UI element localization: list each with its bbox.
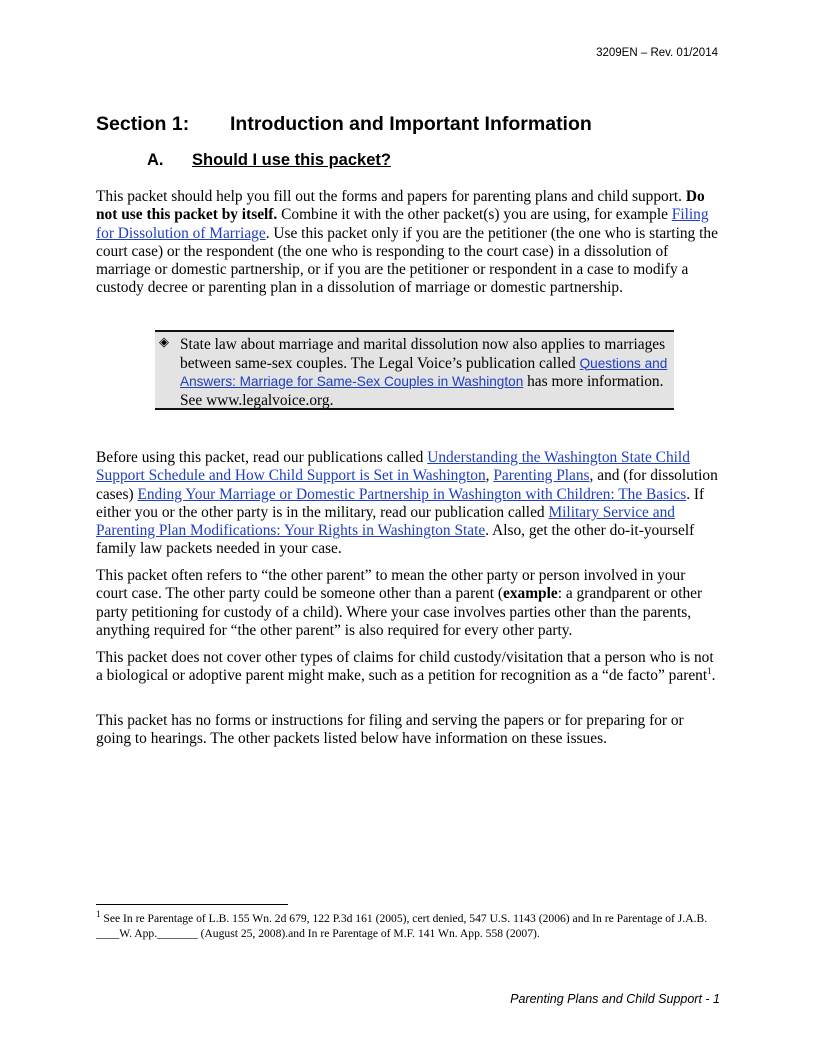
text-run: Before using this packet, read our publications called <box>96 449 428 466</box>
link-parenting-plans[interactable]: Parenting Plans <box>493 467 590 485</box>
subsection-title: Should I use this packet? <box>192 151 391 169</box>
text-run: This packet often refers to “the other parent” to mean the other party or person involved in your court case. The other party could be someone other than a parent ( <box>96 567 686 603</box>
paragraph-de-facto <box>96 649 718 686</box>
text-run: has more information. See www.legalvoice.org. <box>180 373 664 409</box>
text-run: This packet should help you fill out the forms and papers for parenting plans and child support. <box>96 188 686 205</box>
text-run: . If either you or the other party is in the military, read our publication called <box>96 485 705 521</box>
footnote-reference[interactable]: 1 <box>707 666 712 677</box>
text-run: , and (for dissolution cases) <box>96 467 718 503</box>
link-same-sex-marriage-qa[interactable]: Questions and Answers: Marriage for Same-Sex Couples in Washington <box>180 355 668 389</box>
text-run: State law about marriage and marital dissolution now also applies to marriages between same-sex couples. The Legal Voice’s publication called <box>180 336 666 372</box>
text-run: Combine it with the other packet(s) you are using, for example <box>277 206 672 224</box>
paragraph-publications <box>96 449 718 559</box>
text-run: , <box>485 467 494 485</box>
section-title: Introduction and Important Information <box>230 113 592 135</box>
paragraph-intro <box>96 188 718 298</box>
text-run: . Use this packet only if you are the petitioner (the one who is starting the court case) or the respondent (the one who is responding to the court case) in a dissolution of marriage or domestic partnership, or if you are the petitioner or respondent in a case to modify a custody decree or parenting plan in a dissolution of marriage or domestic partnership. <box>96 224 718 297</box>
revision-label: 3209EN – Rev. 01/2014 <box>596 47 718 59</box>
text-run: This packet does not cover other types of claims for child custody/visitation that a person who is not a biological or adoptive parent might make, such as a petition for recognition as a “de facto” parent <box>96 649 714 685</box>
footnote-divider <box>96 904 288 905</box>
subsection-letter: A. <box>147 151 164 169</box>
link-child-support-schedule[interactable]: Understanding the Washington State Child Support Schedule and How Child Support is Set in Washington <box>96 449 690 485</box>
bold-warning: Do not use this packet by itself. <box>96 188 705 224</box>
link-ending-your-marriage[interactable]: Ending Your Marriage or Domestic Partnership in Washington with Children: The Basics <box>137 485 687 503</box>
page-footer: Parenting Plans and Child Support - 1 <box>510 992 720 1006</box>
text-run: This packet has no forms or instructions for filing and serving the papers or for preparing for or going to hearings. The other packets listed below have information on these issues. <box>96 712 684 748</box>
section-number: Section 1: <box>96 113 190 135</box>
footnote-number: 1 <box>96 909 101 920</box>
text-run: . <box>711 667 716 685</box>
text-run: . Also, get the other do-it-yourself family law packets needed in your case. <box>96 522 695 558</box>
bold-example: example <box>502 585 558 603</box>
paragraph-other-parent <box>96 567 718 640</box>
callout-box <box>155 330 674 410</box>
text-run: : a grandparent or other party petitioning for custody of a child). Where your case involves parties other than the parents, anything required for “the other parent” is also required for every other party. <box>96 585 703 639</box>
callout-text <box>180 336 672 410</box>
footnote-text: See In re Parentage of L.B. 155 Wn. 2d 679, 122 P.3d 161 (2005), cert denied, 547 U.S. 1143 (2006) and In re Parentage of J.A.B. ____W. App._______ (August 25, 2008).and In re Parentage of M.F. 141 Wn. App. 558 (2007). <box>96 912 708 940</box>
link-filing-for-dissolution[interactable]: Filing for Dissolution of Marriage <box>96 206 709 242</box>
footnote <box>96 911 708 941</box>
paragraph-no-forms <box>96 712 718 749</box>
diamond-bullet-icon: ◈ <box>159 335 169 350</box>
link-military-service[interactable]: Military Service and Parenting Plan Modifications: Your Rights in Washington State <box>96 503 675 540</box>
section-heading <box>96 113 592 136</box>
subsection-heading <box>147 151 391 170</box>
